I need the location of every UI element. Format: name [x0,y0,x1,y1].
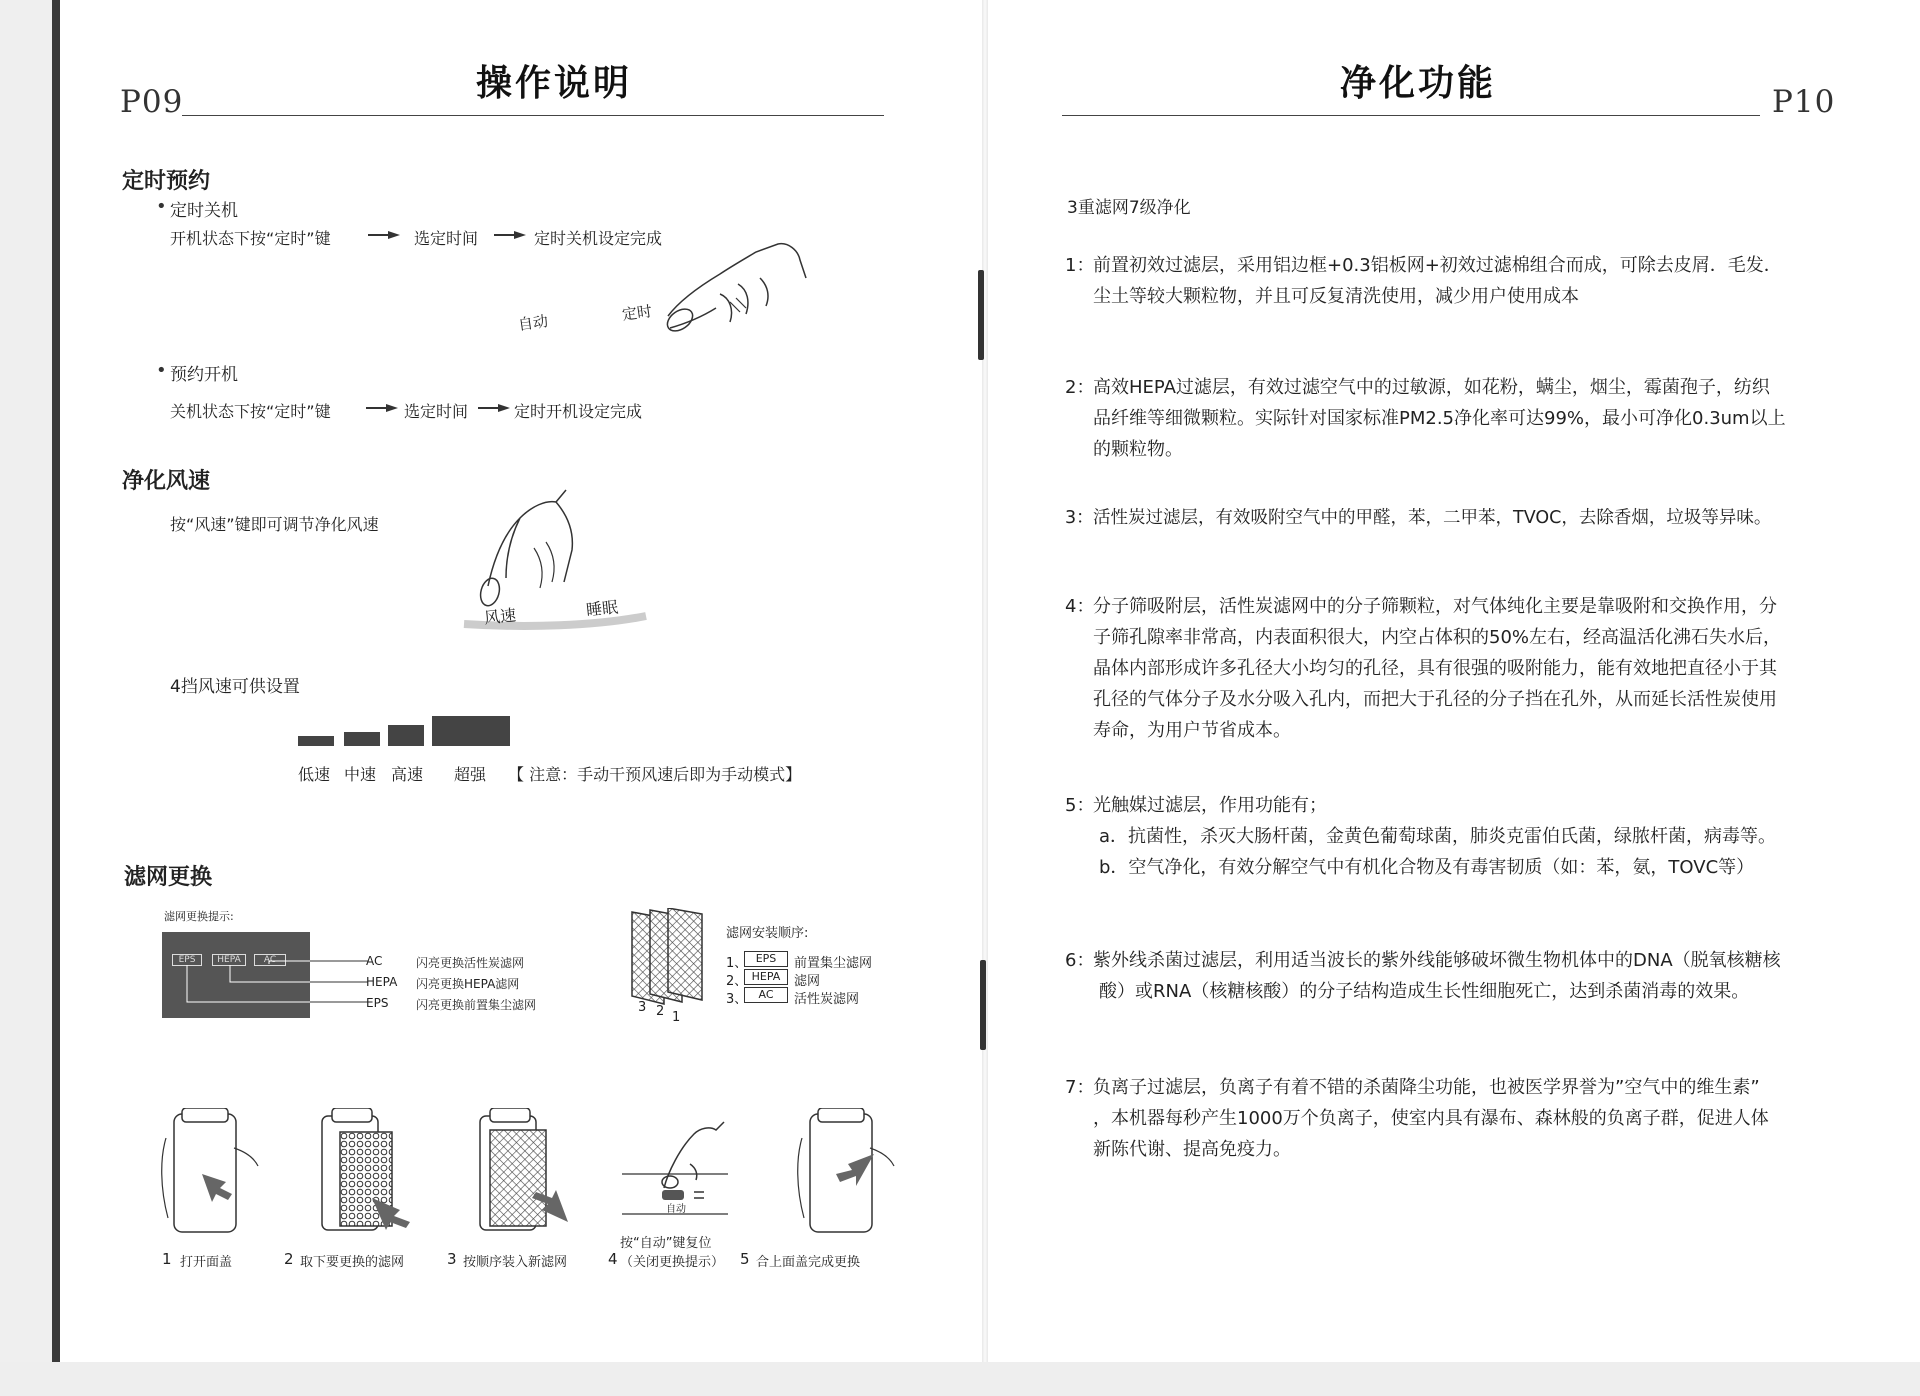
filter-item-4-line-4: 孔径的气体分子及水分吸入孔内，而把大于孔径的分子挡在孔外，从而延长活性炭使用 [1093,689,1777,710]
filter-item-5-line-3: b．空气净化，有效分解空气中有机化合物及有毒害韧质（如：苯，氨，TOVC等） [1099,857,1755,878]
arrow-right-icon [478,404,510,412]
install-order-num-2: 2、 [726,974,748,989]
timer-on-label: 预约开机 [170,365,238,385]
step-4-key-label: 自动 [666,1204,686,1215]
right-intro: 3重滤网7级净化 [1067,198,1191,218]
stack-label-3: 3 [638,1000,647,1015]
arrow-right-icon [366,404,398,412]
filter-item-4-line-3: 晶体内部形成许多孔径大小均匀的孔径，具有很强的吸附能力，能有效地把直径小于其 [1093,658,1777,679]
header-rule-left [182,115,884,116]
install-order-caption: 滤网安装顺序: [726,926,809,941]
step-5-close-cover-icon [796,1108,896,1238]
hand-pressing-timer-icon [660,238,810,348]
filter-item-2-line-1: 高效HEPA过滤层，有效过滤空气中的过敏源，如花粉，螨尘，烟尘，霉菌孢子，纺织 [1093,377,1770,398]
filter-item-4-line-2: 子筛孔隙率非常高，内表面积很大，内空占体积的50%左右，经高温活化沸石失水后， [1093,627,1782,648]
filter-item-2-line-2: 品纤维等细微颗粒。实际针对国家标准PM2.5净化率可达99%，最小可净化0.3um以上 [1093,408,1786,429]
book-spine [982,0,988,1362]
install-order-code-eps: EPS [744,951,788,967]
speed-levels-caption: 4挡风速可供设置 [170,677,300,697]
filter-item-3-number: 3： [1065,508,1094,528]
step-4-label: （关闭更换提示） [620,1255,725,1270]
filter-item-4-number: 4： [1065,596,1095,617]
indicator-desc-hepa: 闪亮更换HEPA滤网 [416,977,520,991]
indicator-leader-lines [162,932,368,1018]
filter-item-7-number: 7： [1065,1077,1095,1098]
step-3-label: 按顺序装入新滤网 [463,1255,568,1270]
filter-item-5-line-1: 光触媒过滤层，作用功能有； [1093,795,1327,816]
timer-off-label: 定时关机 [170,201,238,221]
step-2-num: 2 [284,1250,294,1268]
filter-item-2 [1065,372,1855,465]
key-label-sleep: 睡眠 [585,597,620,620]
step-4-pre: 按“自动”键复位 [620,1236,712,1251]
indicator-code-ac: AC [366,954,383,968]
filter-item-2-line-3: 的颗粒物。 [1093,439,1183,460]
section-heading-timer: 定时预约 [122,169,211,194]
arrow-right-icon [368,231,400,239]
panel-button-hepa: HEPA [212,954,246,966]
install-order-num-3: 3、 [726,992,748,1007]
filter-item-6 [1065,945,1855,1007]
speed-level-max: 超强 [454,765,487,784]
filter-panel-caption: 滤网更换提示: [164,910,234,923]
speed-manual-note: 【 注意：手动干预风速后即为手动模式】 [508,765,802,784]
panel-button-ac: AC [254,954,286,966]
filter-item-6-number: 6： [1065,950,1095,971]
timer-on-step-2: 选定时间 [404,402,469,421]
install-order-desc-2: 滤网 [794,974,821,989]
install-order-desc-1: 前置集尘滤网 [794,956,873,971]
step-2-label: 取下要更换的滤网 [300,1255,405,1270]
speed-level-high: 高速 [391,765,424,784]
stack-label-1: 1 [672,1010,681,1025]
timer-off-step-3: 定时关机设定完成 [534,229,663,248]
filter-item-4-line-5: 寿命，为用户节省成本。 [1093,720,1291,741]
filter-item-1-number: 1： [1065,255,1095,276]
step-3-insert-filter-icon [474,1108,580,1238]
indicator-desc-ac: 闪亮更换活性炭滤网 [416,956,525,970]
step-1-num: 1 [162,1250,172,1268]
step-1-label: 打开面盖 [180,1255,233,1270]
arrow-right-icon [494,231,526,239]
page-title-right: 净化功能 [1340,63,1497,104]
install-order-code-ac: AC [744,987,788,1003]
timer-off-step-1: 开机状态下按“定时”键 [170,229,331,248]
step-5-num: 5 [740,1250,750,1268]
page-title-left: 操作说明 [476,63,633,104]
key-label-timer: 定时 [620,301,654,324]
filter-item-4-line-1: 分子筛吸附层，活性炭滤网中的分子筛颗粒，对气体纯化主要是靠吸附和交换作用，分 [1093,596,1777,617]
install-order-desc-3: 活性炭滤网 [794,992,860,1007]
indicator-desc-eps: 闪亮更换前置集尘滤网 [416,998,537,1012]
step-2-remove-filter-icon [316,1108,422,1238]
section-heading-filter: 滤网更换 [124,865,213,890]
hand-pressing-speed-icon [446,488,666,636]
filter-item-6-line-2: 酸）或RNA（核糖核酸）的分子结构造成生长性细胞死亡，达到杀菌消毒的效果。 [1099,981,1750,1002]
filter-item-6-line-1: 紫外线杀菌过滤层，利用适当波长的紫外线能够破坏微生物机体中的DNA（脱氧核糖核 [1093,950,1781,971]
speed-level-mid: 中速 [344,765,377,784]
speed-bar-low [298,736,334,746]
filter-item-3-line-1: 活性炭过滤层，有效吸附空气中的甲醛，苯，二甲苯，TVOC，去除香烟，垃圾等异味。 [1093,508,1772,528]
indicator-code-eps: EPS [366,996,389,1010]
scan-edge-left [0,0,60,1396]
filter-item-1-line-1: 前置初效过滤层，采用铝边框+0.3铝板网+初效过滤棉组合而成，可除去皮屑．毛发． [1093,255,1782,276]
filter-item-7-line-1: 负离子过滤层，负离子有着不错的杀菌降尘功能，也被医学界誉为”空气中的维生素” [1093,1077,1760,1098]
timer-on-step-1: 关机状态下按“定时”键 [170,402,331,421]
filter-item-4 [1065,591,1855,746]
filter-item-5 [1065,790,1855,883]
panel-button-eps: EPS [172,954,202,966]
page-number-right: P10 [1772,84,1836,120]
staple-bottom [980,960,986,1050]
staple-top [978,270,984,360]
filter-stack-icon [630,908,712,1008]
bullet: • [156,360,167,381]
timer-on-step-3: 定时开机设定完成 [514,402,643,421]
timer-off-step-2: 选定时间 [414,229,479,248]
filter-item-7-line-3: 新陈代谢、提高免疫力。 [1093,1139,1291,1160]
filter-item-1 [1065,250,1855,312]
filter-item-5-number: 5： [1065,795,1095,816]
speed-level-low: 低速 [298,765,331,784]
speed-bar-mid [344,732,380,746]
install-order-num-1: 1、 [726,956,748,971]
step-1-open-cover-icon [160,1108,260,1238]
filter-item-2-number: 2： [1065,377,1095,398]
header-rule-right [1062,115,1760,116]
speed-bar-max [432,716,510,746]
filter-item-7 [1065,1072,1855,1165]
filter-item-1-line-2: 尘土等较大颗粒物，并且可反复清洗使用，减少用户使用成本 [1093,286,1579,307]
scan-edge-bottom [0,1362,1920,1396]
indicator-code-hepa: HEPA [366,975,398,989]
key-label-auto: 自动 [516,311,550,334]
filter-item-7-line-2: ，本机器每秒产生1000万个负离子，使室内具有瀑布、森林般的负离子群，促进人体 [1093,1108,1769,1129]
step-3-num: 3 [447,1250,457,1268]
filter-item-3 [1065,503,1865,534]
speed-instruction: 按“风速”键即可调节净化风速 [170,515,379,534]
speed-bar-high [388,725,424,746]
key-label-speed: 风速 [483,605,518,628]
stack-label-2: 2 [656,1004,665,1019]
step-4-num: 4 [608,1250,618,1268]
install-order-code-hepa: HEPA [744,969,788,985]
step-5-label: 合上面盖完成更换 [756,1255,861,1270]
bullet: • [156,196,167,217]
filter-item-5-line-2: a．抗菌性，杀灭大肠杆菌，金黄色葡萄球菌，肺炎克雷伯氏菌，绿脓杆菌，病毒等。 [1099,826,1777,847]
page-number-left: P09 [120,84,184,120]
section-heading-speed: 净化风速 [122,469,211,494]
